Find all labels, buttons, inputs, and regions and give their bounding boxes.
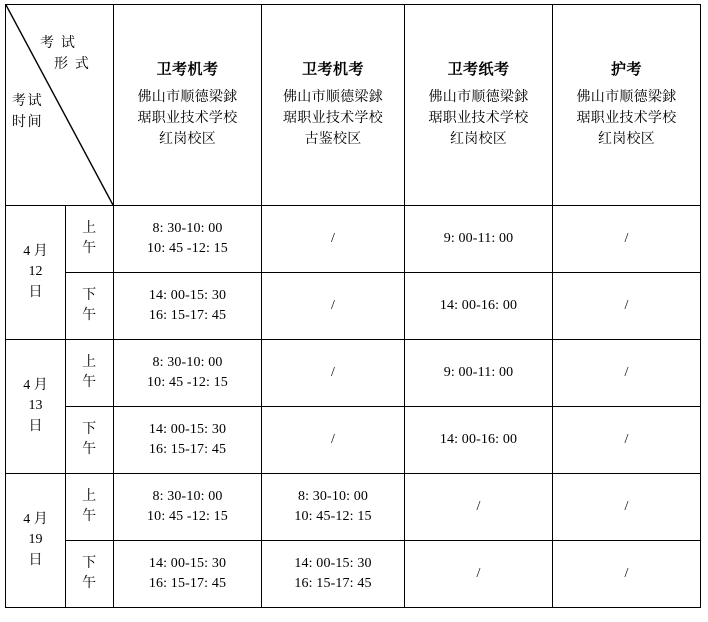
halfday-cell-afternoon-3 (66, 541, 114, 608)
column-header-4-title: 护考 (611, 61, 642, 78)
halfday-cell-afternoon-3-line1: 下 (82, 555, 97, 571)
time-line: / (624, 498, 629, 514)
time-cell (114, 273, 262, 340)
time-cell (553, 541, 701, 608)
column-header-2 (262, 5, 405, 206)
column-header-1-sub-line3: 红岗校区 (158, 132, 217, 148)
column-header-2-title: 卫考机考 (302, 61, 364, 78)
time-cell (262, 340, 405, 407)
time-cell (114, 206, 262, 273)
table-row (6, 407, 701, 474)
time-line: / (330, 230, 336, 246)
corner-label-exam-form-line1: 考 试 (40, 36, 77, 51)
time-line: / (624, 230, 629, 246)
column-header-1 (114, 5, 262, 206)
time-cell (114, 541, 262, 608)
time-line: 16: 15-17: 45 (148, 442, 227, 457)
time-line: / (330, 364, 336, 380)
date-cell-2-line2: 13 (28, 398, 43, 414)
time-cell (405, 407, 553, 474)
date-cell-1-line3: 日 (28, 284, 43, 300)
time-line: 8: 30-10: 00 (152, 220, 223, 236)
column-header-4-sub-line2: 琚职业技术学校 (576, 111, 677, 127)
time-cell (553, 474, 701, 541)
time-line: 9: 00-11: 00 (443, 230, 514, 246)
halfday-cell-afternoon-1-line2: 午 (82, 308, 97, 323)
corner-label-exam-time-line1: 考试 (12, 94, 44, 109)
date-cell-3-line3: 日 (28, 552, 43, 568)
time-line: 14: 00-15: 30 (148, 555, 227, 571)
table-header-row (6, 5, 701, 206)
date-cell-2-line3: 日 (28, 418, 43, 434)
halfday-cell-morning-1-line2: 午 (82, 241, 97, 256)
table-row (6, 541, 701, 608)
time-line: 8: 30-10: 00 (152, 488, 223, 504)
time-line: / (624, 297, 629, 313)
table-row (6, 340, 701, 407)
time-cell (262, 541, 405, 608)
time-line: 10: 45 -12: 15 (147, 241, 228, 256)
time-line: / (476, 498, 481, 514)
time-line: 10: 45 -12: 15 (147, 509, 228, 524)
date-cell-1-line1: 4 月 (23, 244, 48, 260)
time-line: 16: 15-17: 45 (148, 308, 227, 323)
time-cell (553, 273, 701, 340)
column-header-2-sub-line3: 古鉴校区 (304, 132, 362, 148)
time-line: / (624, 565, 629, 581)
column-header-2-sub (265, 87, 401, 150)
corner-diagonal-header (6, 5, 114, 206)
column-header-4 (553, 5, 701, 206)
time-line: 10: 45 -12: 15 (147, 375, 228, 390)
column-header-3-sub-line1: 佛山市顺德梁銶 (428, 90, 529, 106)
date-cell-1-line2: 12 (28, 264, 43, 280)
time-cell (405, 474, 553, 541)
column-header-2-sub-line1: 佛山市顺德梁銶 (283, 90, 383, 106)
column-header-3-sub (408, 87, 549, 150)
date-cell-3-line1: 4 月 (23, 512, 48, 528)
time-cell (262, 206, 405, 273)
halfday-cell-afternoon-2 (66, 407, 114, 474)
date-cell-3 (6, 474, 66, 608)
halfday-cell-afternoon-2-line1: 下 (82, 421, 97, 437)
halfday-cell-afternoon-1 (66, 273, 114, 340)
halfday-cell-morning-3-line1: 上 (82, 488, 97, 504)
time-line: 9: 00-11: 00 (443, 364, 514, 380)
time-line: 16: 15-17: 45 (294, 576, 372, 591)
corner-label-exam-form-line2: 形 式 (54, 57, 91, 72)
halfday-cell-morning-3 (66, 474, 114, 541)
column-header-3-sub-line3: 红岗校区 (449, 132, 508, 148)
time-line: / (330, 297, 336, 313)
halfday-cell-morning-1-line1: 上 (82, 220, 97, 236)
column-header-4-sub-line3: 红岗校区 (597, 132, 656, 148)
column-header-1-sub-line1: 佛山市顺德梁銶 (137, 90, 238, 106)
time-cell (553, 340, 701, 407)
time-cell (114, 407, 262, 474)
column-header-1-sub (117, 87, 258, 150)
column-header-1-title: 卫考机考 (156, 61, 219, 78)
column-header-1-sub-line2: 琚职业技术学校 (137, 111, 238, 127)
time-cell (262, 474, 405, 541)
halfday-cell-afternoon-2-line2: 午 (82, 442, 97, 457)
time-cell (262, 407, 405, 474)
time-cell (262, 273, 405, 340)
date-cell-2 (6, 340, 66, 474)
time-cell (114, 474, 262, 541)
time-line: 14: 00-16: 00 (439, 297, 518, 313)
time-cell (405, 206, 553, 273)
halfday-cell-morning-1 (66, 206, 114, 273)
exam-schedule-table (5, 4, 701, 608)
time-cell (405, 541, 553, 608)
time-line: 8: 30-10: 00 (152, 354, 223, 370)
halfday-cell-morning-2 (66, 340, 114, 407)
time-cell (405, 273, 553, 340)
time-line: 8: 30-10: 00 (297, 488, 369, 504)
halfday-cell-morning-2-line2: 午 (82, 375, 97, 390)
corner-label-exam-form (40, 33, 110, 75)
date-cell-2-line1: 4 月 (23, 378, 48, 394)
table-row (6, 273, 701, 340)
halfday-cell-afternoon-1-line1: 下 (82, 287, 97, 303)
date-cell-3-line2: 19 (28, 532, 43, 548)
time-line: 14: 00-16: 00 (439, 431, 518, 447)
table-row (6, 206, 701, 273)
date-cell-1 (6, 206, 66, 340)
corner-label-exam-time (12, 91, 72, 133)
time-line: 14: 00-15: 30 (148, 287, 227, 303)
time-line: / (476, 565, 481, 581)
time-line: / (330, 431, 336, 447)
halfday-cell-afternoon-3-line2: 午 (82, 576, 97, 591)
time-line: 14: 00-15: 30 (148, 421, 227, 437)
time-cell (553, 206, 701, 273)
time-cell (405, 340, 553, 407)
time-line: 14: 00-15: 30 (294, 555, 372, 571)
halfday-cell-morning-3-line2: 午 (82, 509, 97, 524)
halfday-cell-morning-2-line1: 上 (82, 354, 97, 370)
time-cell (553, 407, 701, 474)
column-header-4-sub (556, 87, 697, 150)
column-header-3-sub-line2: 琚职业技术学校 (428, 111, 529, 127)
column-header-3-title: 卫考纸考 (447, 61, 510, 78)
column-header-4-sub-line1: 佛山市顺德梁銶 (576, 90, 677, 106)
table-row (6, 474, 701, 541)
time-cell (114, 340, 262, 407)
time-line: 16: 15-17: 45 (148, 576, 227, 591)
time-line: 10: 45-12: 15 (294, 509, 372, 524)
column-header-2-sub-line2: 琚职业技术学校 (283, 111, 383, 127)
corner-label-exam-time-line2: 时间 (12, 115, 44, 130)
time-line: / (624, 364, 629, 380)
time-line: / (624, 431, 629, 447)
column-header-3 (405, 5, 553, 206)
